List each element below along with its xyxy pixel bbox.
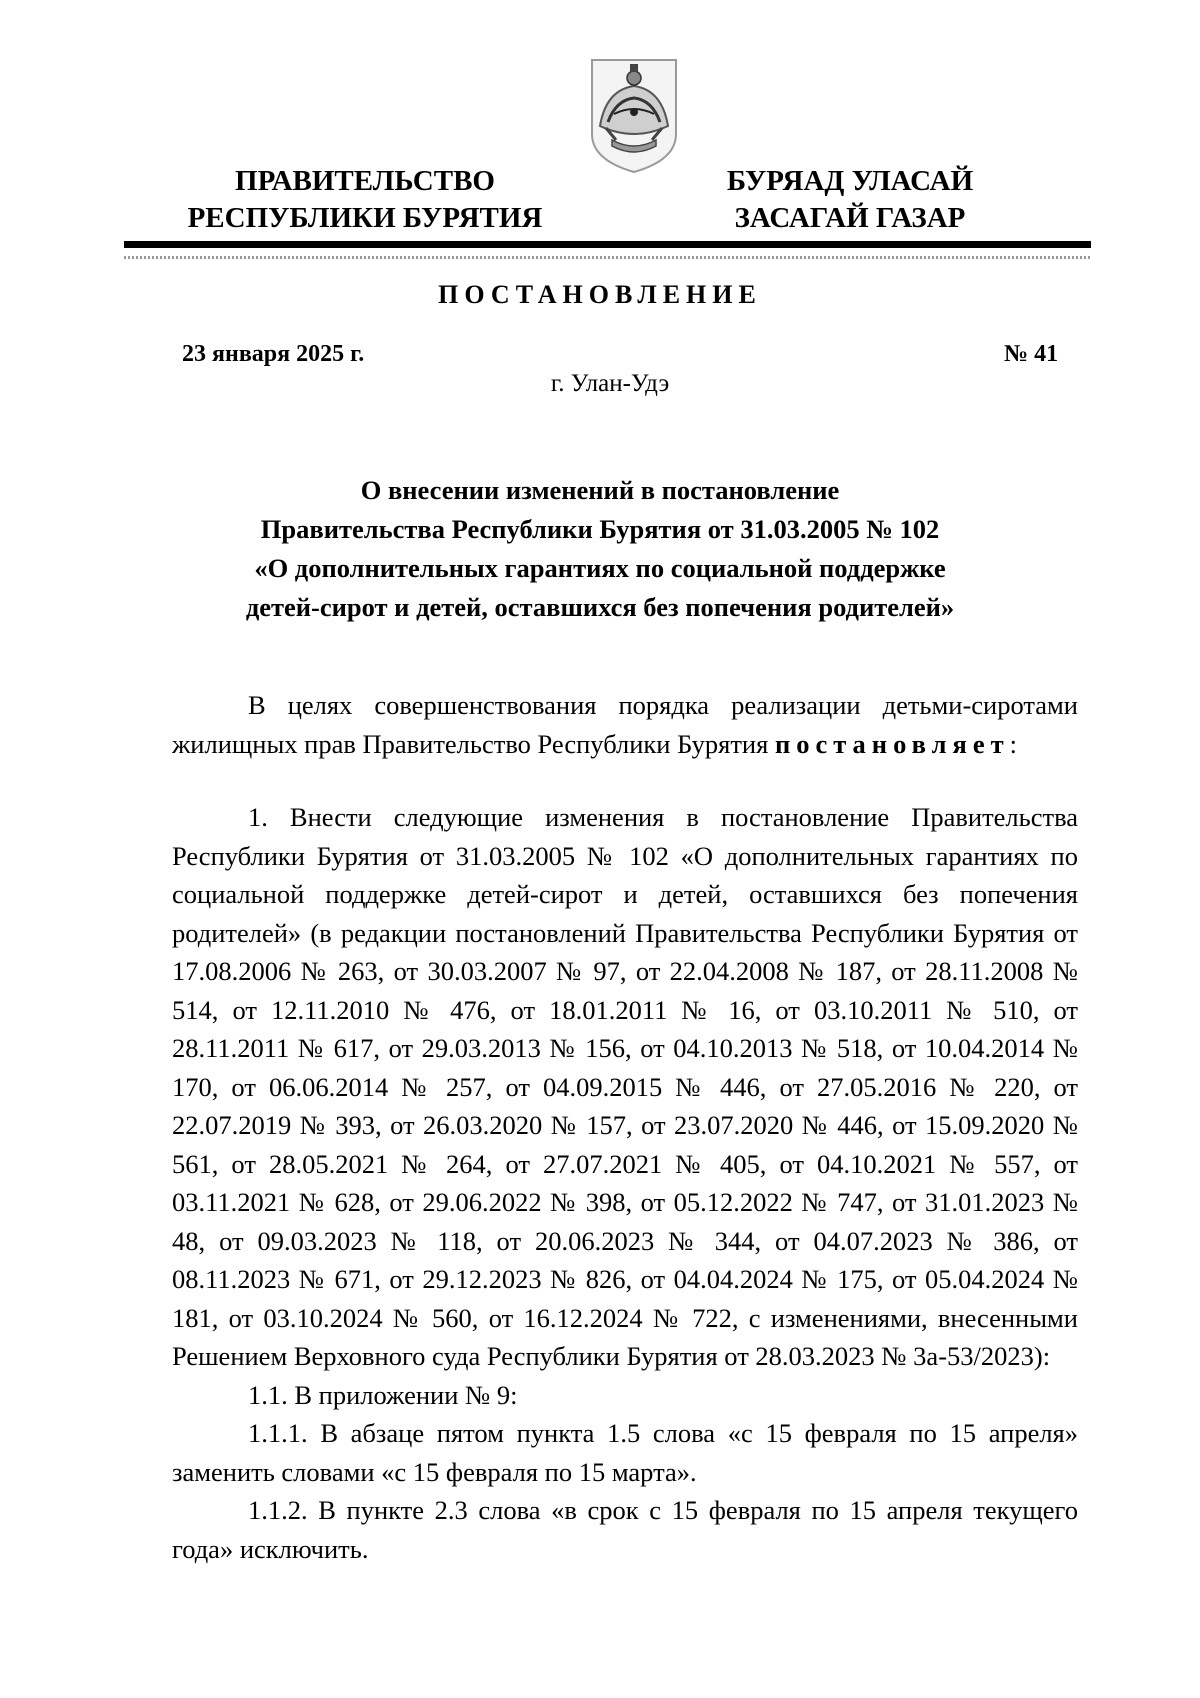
header-divider-thin [124,256,1091,259]
preamble-paragraph [172,686,1078,763]
title-line: О внесении изменений в постановление [360,475,840,505]
coat-of-arms-icon [586,56,682,174]
title-line: детей-сирот и детей, оставшихся без попечения родителей» [245,592,955,622]
issuer-name-buryat [700,163,1000,237]
item-1-1: 1.1. В приложении № 9: [248,1379,518,1410]
issuer-line-2: РЕСПУБЛИКИ БУРЯТИЯ [187,202,543,234]
header-divider-thick [124,241,1091,248]
title-line: «О дополнительных гарантиях по социальной поддержке [254,553,946,583]
preamble-keyword: постановляет [774,728,1010,759]
resolution-items [172,798,1078,1568]
preamble-end: : [1009,728,1017,759]
item-1: 1. Внести следующие изменения в постановление Правительства Республики Бурятия от 31.03.2005 № 102 «О дополнительных гарантиях по социальной поддержке детей-сирот и детей, оставшихся без попечения родителей» (в редакции постановлений Правительства Республики Бурятия от 17.08.2006 № 263, от 30.03.2007 № 97, от 22.04.2008 № 187, от 28.11.2008 № 514, от 12.11.2010 № 476, от 18.01.2011 № 16, от 03.10.2011 № 510, от 28.11.2011 № 617, от 29.03.2013 № 156, от 04.10.2013 № 518, от 10.04.2014 № 170, от 06.06.2014 № 257, от 04.09.2015 № 446, от 27.05.2016 № 220, от 22.07.2019 № 393, от 26.03.2020 № 157, от 23.07.2020 № 446, от 15.09.2020 № 561, от 28.05.2021 № 264, от 27.07.2021 № 405, от 04.10.2021 № 557, от 03.11.2021 № 628, от 29.06.2022 № 398, от 05.12.2022 № 747, от 31.01.2023 № 48, от 09.03.2023 № 118, от 20.06.2023 № 344, от 04.07.2023 № 386, от 08.11.2023 № 671, от 29.12.2023 № 826, от 04.04.2024 № 175, от 05.04.2024 № 181, от 03.10.2024 № 560, от 16.12.2024 № 722, с изменениями, внесенными Решением Верховного суда Республики Бурятия от 28.03.2023 № 3а-53/2023): [172,802,1078,1371]
document-number: № 41 [1004,341,1059,367]
item-1-1-2: 1.1.2. В пункте 2.3 слова «в срок с 15 февраля по 15 апреля текущего года» исключить. [172,1495,1078,1564]
title-line: Правительства Республики Бурятия от 31.03.2005 № 102 [260,514,940,544]
preamble-text: В целях совершенствования порядка реализации детьми-сиротами жилищных прав Правительство Республики Бурятия [172,690,1078,759]
issuer-buryat-line-2: ЗАСАГАЙ ГАЗАР [734,202,966,234]
issuer-name-russian [165,163,565,237]
document-type: ПОСТАНОВЛЕНИЕ [438,280,762,309]
document-city: г. Улан-Удэ [550,370,670,397]
document-title [150,471,1050,627]
document-date: 23 января 2025 г. [182,341,365,367]
issuer-line-1: ПРАВИТЕЛЬСТВО [235,165,495,197]
issuer-buryat-line-1: БУРЯАД УЛАСАЙ [726,165,974,197]
item-1-1-1: 1.1.1. В абзаце пятом пункта 1.5 слова «с 15 февраля по 15 апреля» заменить словами «с 15 февраля по 15 марта». [172,1418,1078,1487]
